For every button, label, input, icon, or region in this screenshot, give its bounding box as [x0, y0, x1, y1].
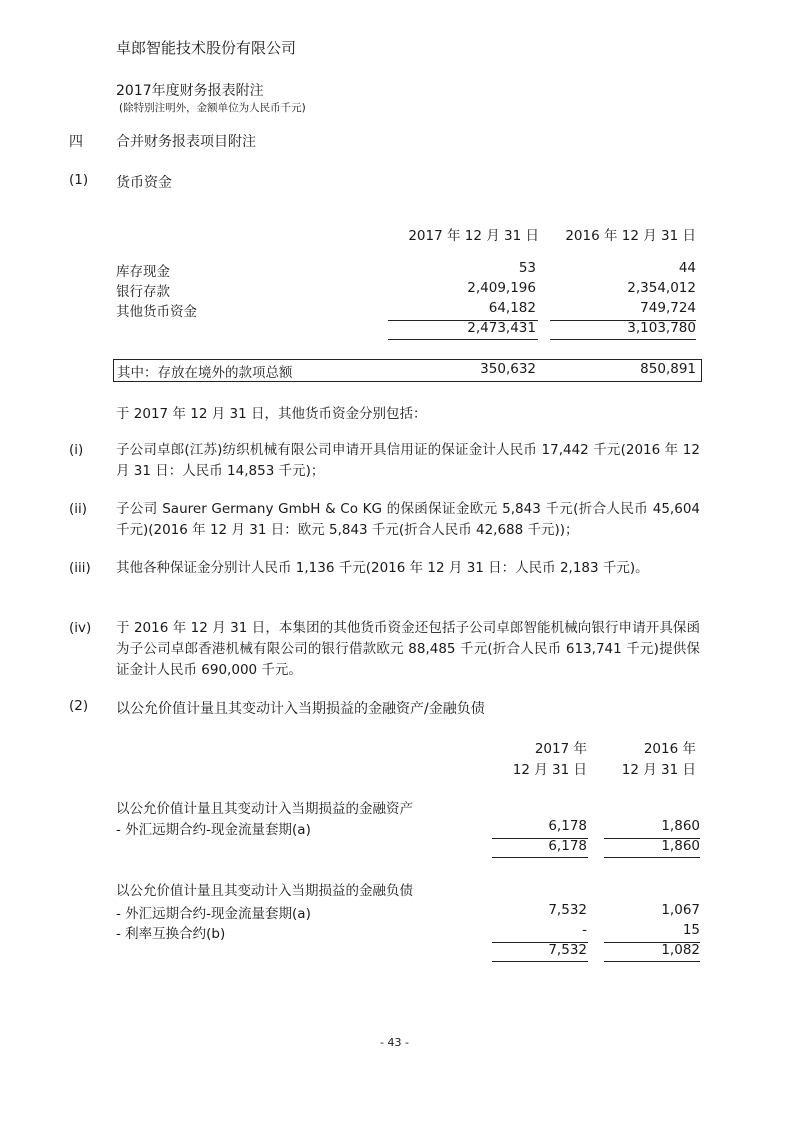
- total-rule: [604, 857, 700, 858]
- note2-col-2017-line1: 2017 年: [534, 741, 587, 757]
- overseas-value-2016: 850,891: [640, 361, 696, 377]
- item-text: 子公司卓郎(江苏)纺织机械有限公司申请开具信用证的保证金计人民币 17,442 千元(2016 年 12 月 31 日：人民币 14,853 千元)；: [116, 442, 700, 479]
- note1-intro: 于 2017 年 12 月 31 日，其他货币资金分别包括：: [116, 406, 427, 422]
- page-number: - 43 -: [380, 1036, 409, 1049]
- total-rule: [492, 857, 588, 858]
- liabilities-row-value-2017: -: [582, 922, 587, 938]
- item-text: 子公司 Saurer Germany GmbH & Co KG 的保函保证金欧元 5,843 千元(折合人民币 45,604 千元)(2016 年 12 月 31 日：欧元 5,843 千元(折合人民币 42,688 千元))；: [116, 501, 700, 538]
- item-number: (iii): [69, 560, 91, 576]
- note2-number: (2): [69, 698, 89, 714]
- note1-row-value-2017: 64,182: [488, 300, 536, 316]
- note2-col-2017-line2: 12 月 31 日: [512, 762, 587, 778]
- note2-col-2016-line2: 12 月 31 日: [621, 762, 696, 778]
- overseas-label: 其中：存放在境外的款项总额: [117, 365, 293, 381]
- company-name: 卓郎智能技术股份有限公司: [116, 39, 297, 57]
- assets-total-2017: 6,178: [548, 838, 587, 854]
- item-text: 其他各种保证金分别计人民币 1,136 千元(2016 年 12 月 31 日：人民币 2,183 千元)。: [116, 560, 649, 576]
- assets-row-value-2017: 6,178: [548, 818, 587, 834]
- total-rule: [388, 339, 538, 340]
- total-rule: [492, 961, 588, 962]
- note1-row-value-2017: 53: [518, 260, 536, 276]
- note1-row-label: 库存现金: [116, 264, 170, 280]
- note1-title: 货币资金: [116, 175, 172, 191]
- liabilities-row-value-2016: 1,067: [661, 902, 700, 918]
- note1-number: (1): [69, 172, 89, 188]
- note2-col-2016-line1: 2016 年: [643, 741, 696, 757]
- item-number: (iv): [69, 620, 92, 636]
- section-number: 四: [69, 134, 83, 150]
- note1-row-label: 其他货币资金: [116, 304, 197, 320]
- total-rule: [604, 961, 700, 962]
- total-rule: [550, 339, 696, 340]
- report-title: 2017年度财务报表附注: [116, 83, 264, 99]
- assets-row-label: - 外汇远期合约-现金流量套期(a): [116, 822, 311, 838]
- note1-total-2016: 3,103,780: [627, 320, 696, 336]
- overseas-value-2017: 350,632: [480, 361, 536, 377]
- assets-total-2016: 1,860: [661, 838, 700, 854]
- assets-heading: 以公允价值计量且其变动计入当期损益的金融资产: [116, 801, 413, 817]
- note1-row-label: 银行存款: [116, 284, 170, 300]
- note1-row-value-2016: 749,724: [640, 300, 696, 316]
- section-title: 合并财务报表项目附注: [116, 134, 256, 150]
- item-number: (ii): [69, 501, 88, 517]
- liabilities-row-value-2017: 7,532: [548, 902, 587, 918]
- item-text: 于 2016 年 12 月 31 日，本集团的其他货币资金还包括子公司卓郎智能机械向银行申请开具保函为子公司卓郎香港机械有限公司的银行借款欧元 88,485 千元(折合人民币 613,741 千元)提供保证金计人民币 690,000 千元。: [116, 620, 700, 678]
- liabilities-row-value-2016: 15: [682, 922, 700, 938]
- assets-row-value-2016: 1,860: [661, 818, 700, 834]
- liabilities-heading: 以公允价值计量且其变动计入当期损益的金融负债: [116, 883, 413, 899]
- liabilities-total-2017: 7,532: [548, 942, 587, 958]
- liabilities-row-label: - 外汇远期合约-现金流量套期(a): [116, 906, 311, 922]
- note1-col-2017: 2017 年 12 月 31 日: [408, 228, 539, 244]
- note1-row-value-2016: 44: [678, 260, 696, 276]
- liabilities-row-label: - 利率互换合约(b): [116, 926, 226, 942]
- item-number: (i): [69, 442, 84, 458]
- liabilities-total-2016: 1,082: [661, 942, 700, 958]
- note1-total-2017: 2,473,431: [467, 320, 536, 336]
- note2-title: 以公允价值计量且其变动计入当期损益的金融资产/金融负债: [116, 701, 485, 717]
- report-subtitle: (除特别注明外，金额单位为人民币千元): [119, 102, 306, 114]
- note1-row-value-2016: 2,354,012: [627, 280, 696, 296]
- note1-row-value-2017: 2,409,196: [467, 280, 536, 296]
- note1-col-2016: 2016 年 12 月 31 日: [565, 228, 696, 244]
